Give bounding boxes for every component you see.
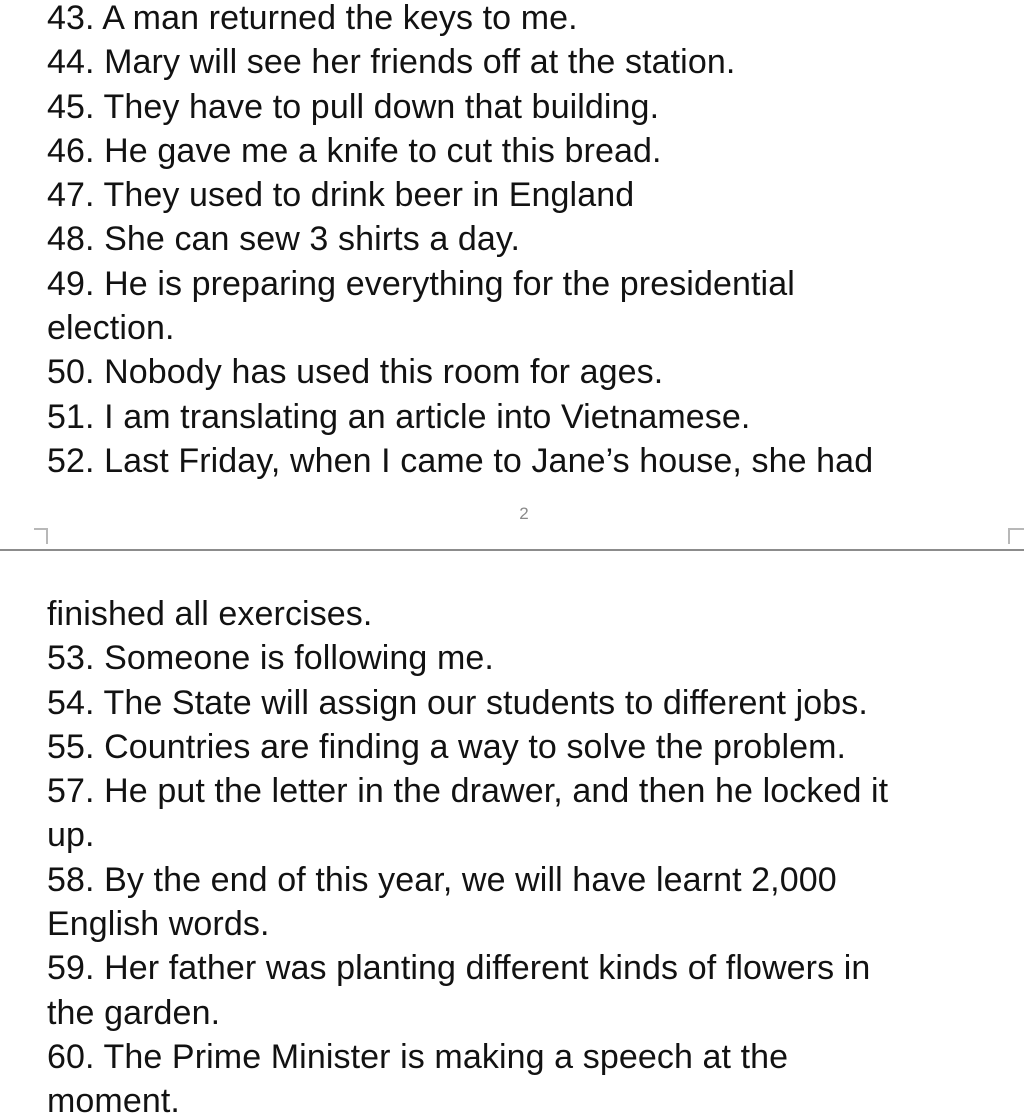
margin-corner-mark — [34, 528, 48, 544]
text-line: 51. I am translating an article into Vietnamese. — [47, 397, 751, 436]
text-line: 49. He is preparing everything for the presidential — [47, 264, 795, 303]
text-line: 46. He gave me a knife to cut this bread. — [47, 131, 662, 170]
text-line: 48. She can sew 3 shirts a day. — [47, 220, 521, 259]
text-line: 59. Her father was planting different kinds of flowers in — [47, 949, 871, 988]
text-line: 53. Someone is following me. — [47, 639, 494, 678]
text-line: 58. By the end of this year, we will have learnt 2,000 — [47, 860, 837, 899]
document-page-top — [0, 0, 1024, 549]
exercise-list-bottom — [47, 592, 1000, 1116]
text-line: 57. He put the letter in the drawer, and then he locked it — [47, 772, 889, 811]
text-line: 50. Nobody has used this room for ages. — [47, 353, 664, 392]
margin-corner-mark — [1008, 528, 1024, 544]
text-line: 54. The State will assign our students to different jobs. — [47, 683, 868, 722]
text-line: 60. The Prime Minister is making a speech at the — [47, 1037, 789, 1076]
text-line: 52. Last Friday, when I came to Jane’s house, she had — [47, 441, 874, 480]
text-line: 44. Mary will see her friends off at the station. — [47, 43, 736, 82]
document-page-bottom — [0, 551, 1024, 1116]
text-line: election. — [47, 309, 175, 348]
text-line: 45. They have to pull down that building. — [47, 87, 660, 126]
text-line: 47. They used to drink beer in England — [47, 176, 635, 215]
page-number: 2 — [519, 504, 529, 523]
text-line: 43. A man returned the keys to me. — [47, 0, 578, 37]
text-line: the garden. — [47, 993, 221, 1032]
exercise-list-top — [47, 0, 1000, 483]
text-line: up. — [47, 816, 95, 855]
text-line: moment. — [47, 1082, 180, 1116]
text-line: 55. Countries are finding a way to solve the problem. — [47, 727, 847, 766]
text-line: finished all exercises. — [47, 595, 373, 633]
text-line: English words. — [47, 905, 270, 944]
